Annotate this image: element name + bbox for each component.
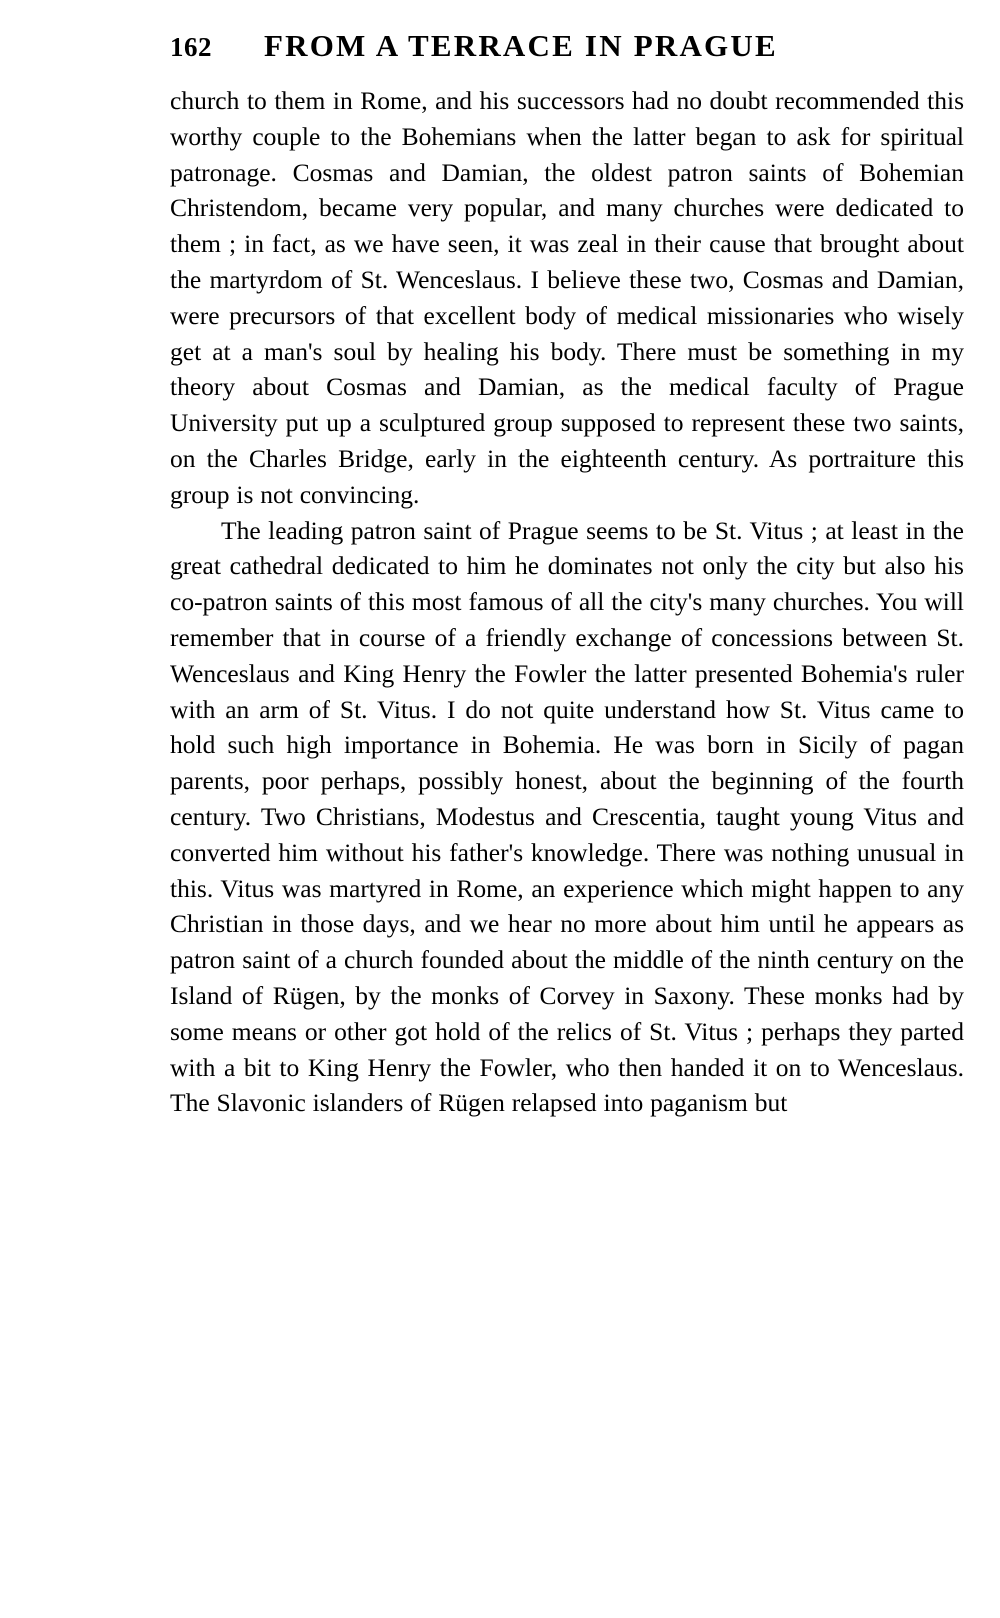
paragraph: The leading patron saint of Prague seems to be St. Vitus ; at least in the great cathedral dedicated to him he dominates not only the city but also his co-patron saints of this most famous of all the city's many churches. You will remember that in course of a friendly exchange of concessions between St. Wenceslaus and King Henry the Fowler the latter presented Bohemia's ruler with an arm of St. Vitus. I do not quite understand how St. Vitus came to hold such high importance in Bohemia. He was born in Sicily of pagan parents, poor perhaps, possibly honest, about the beginning of the fourth century. Two Christians, Modestus and Crescentia, taught young Vitus and converted him without his father's knowledge. There was nothing unusual in this. Vitus was martyred in Rome, an experience which might happen to any Christian in those days, and we hear no more about him until he appears as patron saint of a church founded about the middle of the ninth century on the Island of Rügen, by the monks of Corvey in Saxony. These monks had by some means or other got hold of the relics of St. Vitus ; perhaps they parted with a bit to King Henry the Fowler, who then handed it on to Wenceslaus. The Slavonic islanders of Rügen relapsed into paganism but bbox=[170, 515, 964, 1118]
page-header bbox=[0, 30, 1000, 61]
book-page bbox=[0, 30, 1000, 1618]
running-title: FROM A TERRACE IN PRAGUE bbox=[264, 28, 778, 63]
page-number: 162 bbox=[170, 32, 212, 62]
page-body bbox=[0, 83, 1000, 1121]
paragraph: church to them in Rome, and his successors had no doubt recommended this worthy couple to the Bohemians when the latter began to ask for spiritual patronage. Cosmas and Damian, the oldest patron saints of Bohemian Christendom, became very popular, and many churches were dedicated to them ; in fact, as we have seen, it was zeal in their cause that brought about the martyrdom of St. Wenceslaus. I believe these two, Cosmas and Damian, were precursors of that excellent body of medical missionaries who wisely get at a man's soul by healing his body. There must be something in my theory about Cosmas and Damian, as the medical faculty of Prague University put up a sculptured group supposed to represent these two saints, on the Charles Bridge, early in the eighteenth century. As portraiture this group is not convincing. bbox=[170, 86, 964, 509]
